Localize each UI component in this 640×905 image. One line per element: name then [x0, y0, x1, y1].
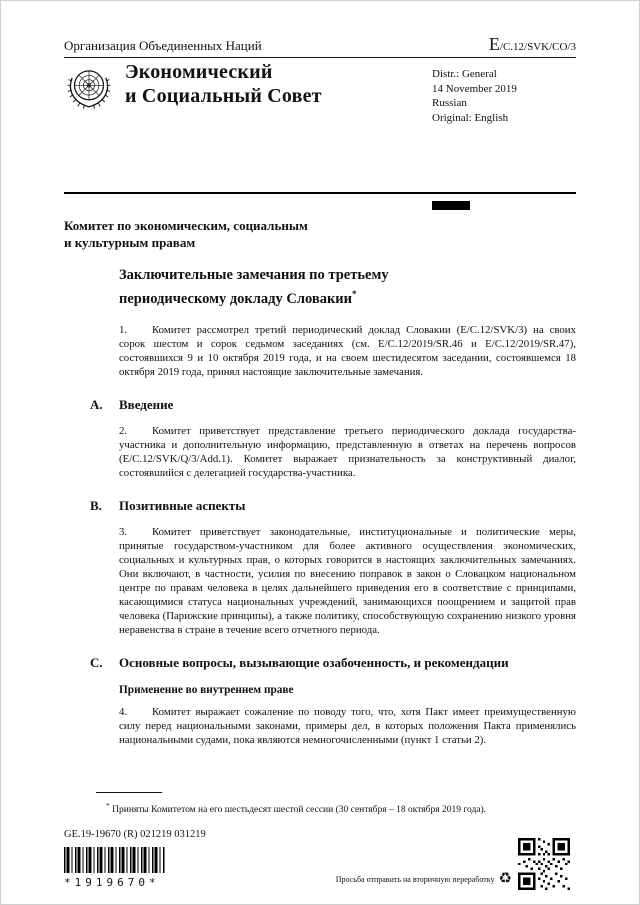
section-positive-aspects [90, 497, 576, 637]
footnote-text: Приняты Комитетом на его шестьдесят шестой сессии (30 сентября – 18 октября 2019 года). [112, 805, 487, 816]
paragraph-text: Комитет приветствует представление третьего периодического доклада государства-участника и дополнительную информацию, представленную в ответах на перечень вопросов (E/C.12/SVK/Q/3/Add.1). Комитет выражает признательность за конструктивный диалог, состоявшийся с делегацией государства-участника. [119, 424, 576, 479]
section-heading-text: Позитивные аспекты [119, 497, 246, 513]
paragraph-2 [119, 424, 576, 480]
org-name: Организация Объединенных Наций [64, 38, 262, 53]
section-heading-b [90, 497, 576, 514]
paragraph-text: Комитет приветствует законодательные, институциональные и политические меры, принятые государством-участником для более активного осуществления экономических, социальных и культурных прав, о которых говорится в настоящих заключительных замечаниях. Они включают, в частности, усилия по внесению поправок в закон о Словацком национальном центре по правам человека в целях дальнейшего приведения его в соответствие с принципами, касающимися статуса национальных учреждений, занимающихся поощрением и защитой прав человека (Парижские принципы), а также политику, способствующую сохранению низкого уровня неравенства в стране в течение всего отчетного периода. [119, 525, 576, 636]
distr-line: Distr.: General [432, 68, 497, 80]
registration-mark [432, 201, 470, 210]
date-line: 14 November 2019 [432, 82, 517, 95]
barcode [64, 847, 165, 873]
footnote-divider [96, 792, 162, 793]
committee-name-line2: и культурным правам [64, 235, 196, 250]
paragraph-text: Комитет выражает сожаление по поводу того, что, хотя Пакт имеет преимущественную силу перед национальными законами, примеры дел, в которых положения Пакта применялись национальными судами, пока являются немногочисленными (пункт 1 статьи 2). [119, 705, 576, 746]
paragraph-number: 3. [119, 525, 128, 538]
title-line-2: периодическому докладу Словакии [119, 290, 353, 307]
paragraph-number: 4. [119, 705, 128, 718]
original-language-line: Original: English [432, 111, 509, 124]
subsection-heading: Применение во внутреннем праве [119, 683, 294, 696]
section-heading-text: Введение [119, 396, 174, 412]
recycle-note [336, 872, 512, 887]
section-concerns-recommendations [90, 654, 576, 747]
section-heading-a [90, 396, 576, 413]
paragraph-number: 2. [119, 424, 128, 437]
paragraph-4 [119, 705, 576, 747]
doc-symbol-rest: /C.12/SVK/CO/3 [499, 41, 576, 53]
masthead-divider [64, 192, 576, 194]
language-line: Russian [432, 97, 467, 109]
footnote [96, 800, 554, 816]
qr-code [518, 838, 570, 890]
council-title-line2: и Социальный Совет [125, 85, 322, 107]
section-heading-text: Основные вопросы, вызывающие озабоченность, и рекомендации [119, 654, 509, 670]
title-line-1: Заключительные замечания по третьему [119, 267, 389, 283]
paragraph-text: Комитет рассмотрел третий периодический доклад Словакии (E/C.12/SVK/3) на своих сорок шестом и сорок седьмом заседаниях (см. E/C.12/2019/SR.46 и E/C.12/2019/SR.47), состоявшихся 9 и 10 октября 2019 года, и на своем шестидесятом заседании, состоявшемся 18 октября 2019 года, принял настоящие заключительные замечания. [119, 323, 576, 378]
barcode-text: *1919670* [64, 876, 160, 889]
main-content [90, 266, 576, 758]
doc-symbol [489, 34, 576, 55]
document-title [119, 266, 576, 309]
footnote-marker: * [106, 801, 110, 810]
document-header [64, 34, 576, 55]
section-letter: B. [90, 497, 102, 513]
committee-name [64, 217, 308, 251]
recycle-text: Просьба отправить на вторичную переработку [335, 875, 495, 884]
section-letter: C. [90, 654, 103, 670]
section-letter: A. [90, 396, 103, 412]
distribution-block [432, 67, 517, 125]
paragraph-3 [119, 525, 576, 637]
council-title-line1: Экономический [125, 61, 273, 83]
recycle-icon: ♻ [498, 871, 512, 887]
paragraph-1 [119, 323, 576, 379]
section-introduction [90, 396, 576, 480]
paragraph-number: 1. [119, 323, 128, 336]
council-title [125, 60, 322, 108]
committee-name-line1: Комитет по экономическим, социальным [64, 218, 308, 233]
footnote-area [96, 792, 554, 816]
ge-number: GE.19-19670 (R) 021219 031219 [64, 829, 206, 840]
doc-symbol-prefix: E [488, 34, 500, 54]
un-emblem-icon [61, 62, 117, 118]
title-footnote-marker: * [352, 289, 357, 299]
header-divider [64, 57, 576, 58]
section-heading-c [90, 654, 576, 671]
